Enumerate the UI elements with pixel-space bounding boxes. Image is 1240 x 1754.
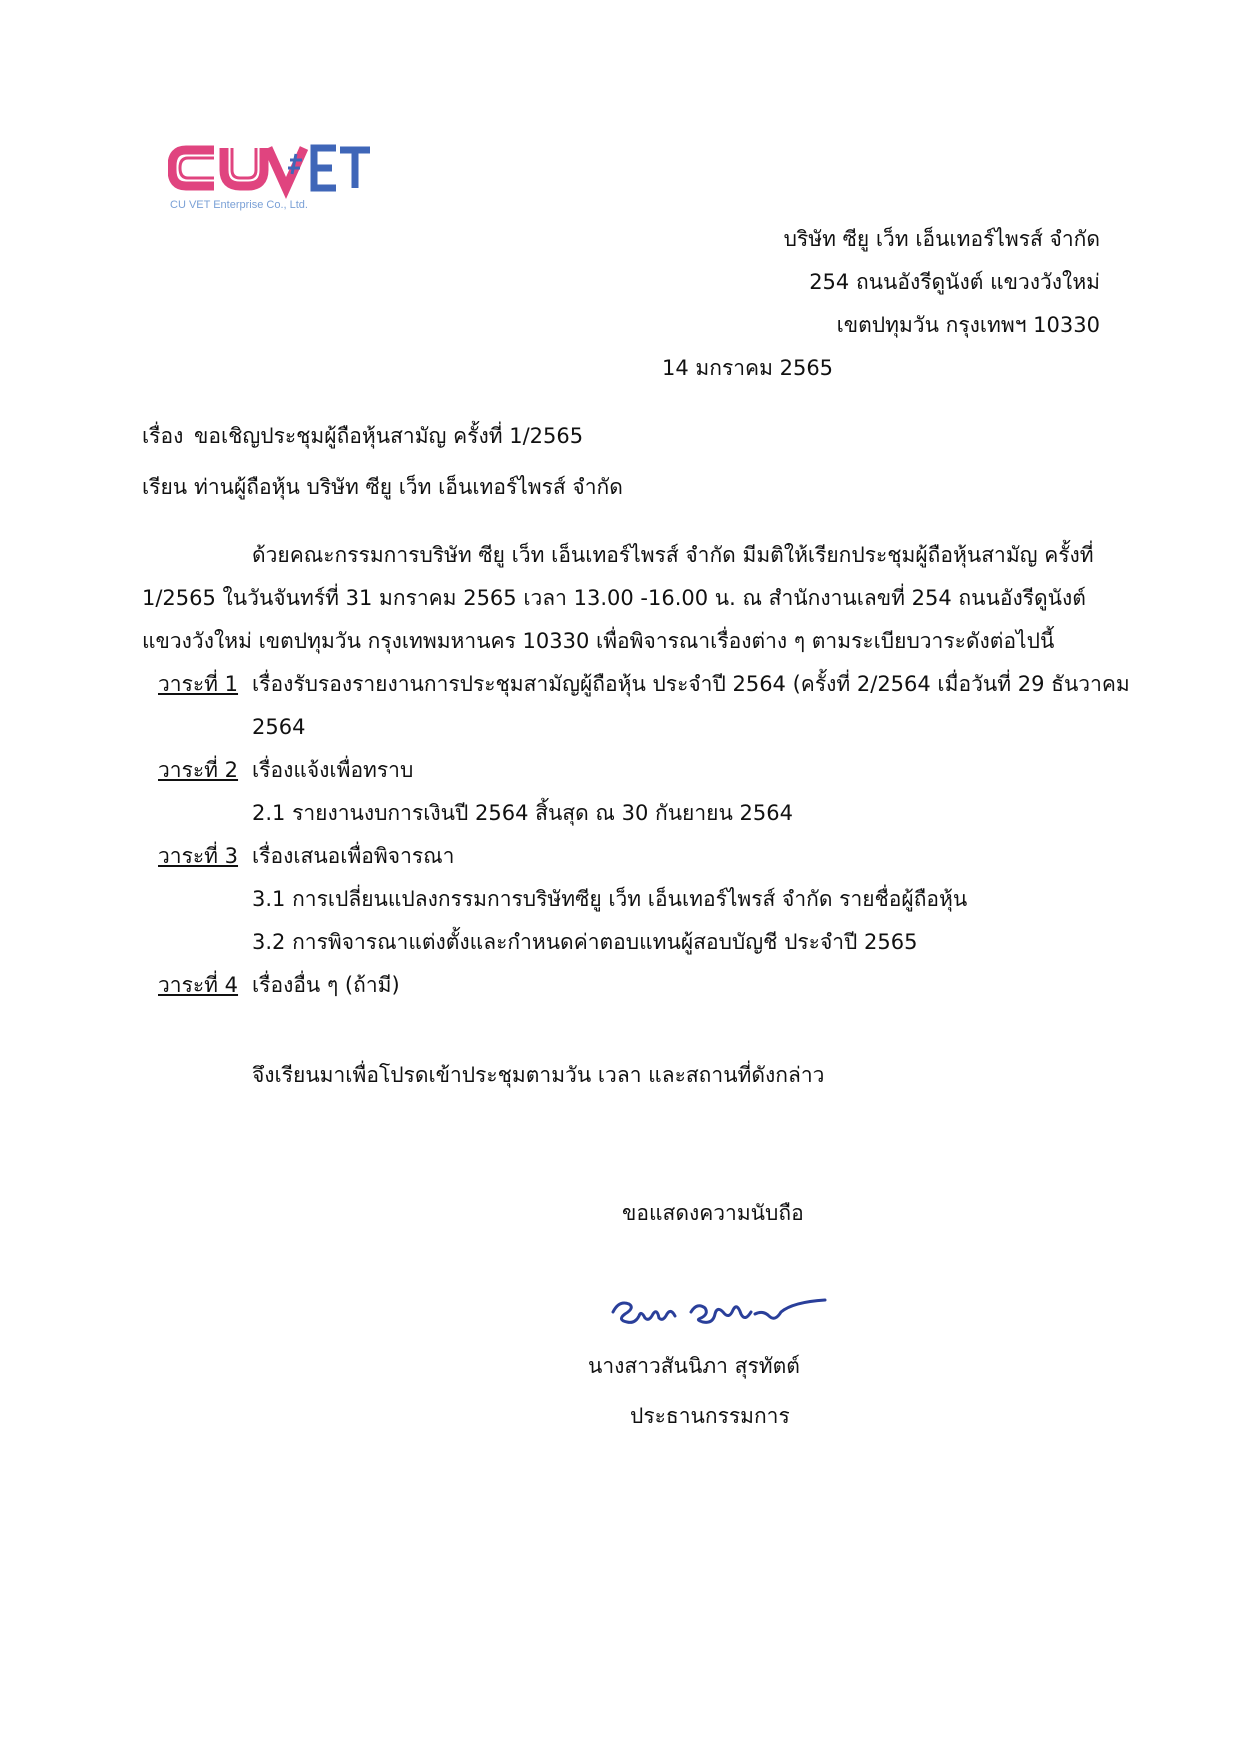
closing-text: จึงเรียนมาเพื่อโปรดเข้าประชุมตามวัน เวลา และสถานที่ดังกล่าว (252, 1063, 825, 1087)
agenda-2-sub: 2.1 รายงานงบการเงินปี 2564 สิ้นสุด ณ 30 กันยายน 2564 (252, 801, 793, 825)
body-line-3: แขวงวังใหม่ เขตปทุมวัน กรุงเทพมหานคร 10330 เพื่อพิจารณาเรื่องต่าง ๆ ตามระเบียบวาระดังต่อไปนี้ (142, 629, 1055, 653)
regards-text: ขอแสดงความนับถือ (622, 1201, 804, 1225)
signer-name: นางสาวสันนิภา สุรทัตต์ (588, 1354, 800, 1378)
signature-image (605, 1282, 835, 1342)
recipient-label: เรียน (142, 475, 188, 499)
subject-text: ขอเชิญประชุมผู้ถือหุ้นสามัญ ครั้งที่ 1/2565 (194, 424, 584, 448)
subject-label: เรื่อง (142, 424, 184, 448)
agenda-2-text: เรื่องแจ้งเพื่อทราบ (252, 758, 414, 782)
letter-date: 14 มกราคม 2565 (662, 356, 834, 380)
company-logo (168, 140, 398, 220)
sender-address-line2: เขตปทุมวัน กรุงเทพฯ 10330 (836, 313, 1100, 337)
agenda-4-label: วาระที่ 4 (158, 973, 239, 997)
body-line-2: 1/2565 ในวันจันทร์ที่ 31 มกราคม 2565 เวลา 13.00 -16.00 น. ณ สำนักงานเลขที่ 254 ถนนอังรีดูนังต์ (142, 586, 1086, 610)
agenda-3-label: วาระที่ 3 (158, 844, 239, 868)
agenda-3-text: เรื่องเสนอเพื่อพิจารณา (252, 844, 455, 868)
agenda-3-sub-1: 3.1 การเปลี่ยนแปลงกรรมการบริษัทซียู เว็ท เอ็นเทอร์ไพรส์ จำกัด รายชื่อผู้ถือหุ้น (252, 887, 968, 911)
logo-subtitle: CU VET Enterprise Co., Ltd. (170, 199, 308, 211)
agenda-1-label: วาระที่ 1 (158, 672, 239, 696)
body-line-1: ด้วยคณะกรรมการบริษัท ซียู เว็ท เอ็นเทอร์ไพรส์ จำกัด มีมติให้เรียกประชุมผู้ถือหุ้นสามัญ ครั้งที่ (252, 543, 1094, 567)
agenda-2-label: วาระที่ 2 (158, 758, 239, 782)
recipient-text: ท่านผู้ถือหุ้น บริษัท ซียู เว็ท เอ็นเทอร์ไพรส์ จำกัด (194, 475, 623, 499)
sender-company: บริษัท ซียู เว็ท เอ็นเทอร์ไพรส์ จำกัด (783, 227, 1100, 251)
agenda-1-text: เรื่องรับรองรายงานการประชุมสามัญผู้ถือหุ้น ประจำปี 2564 (ครั้งที่ 2/2564 เมื่อวันที่ 29 ธันวาคม (252, 672, 1130, 696)
agenda-1-continuation: 2564 (252, 715, 306, 739)
signer-title: ประธานกรรมการ (630, 1404, 790, 1428)
sender-address-line1: 254 ถนนอังรีดูนังต์ แขวงวังใหม่ (809, 270, 1100, 294)
agenda-4-text: เรื่องอื่น ๆ (ถ้ามี) (252, 973, 400, 997)
agenda-3-sub-2: 3.2 การพิจารณาแต่งตั้งและกำหนดค่าตอบแทนผู้สอบบัญชี ประจำปี 2565 (252, 930, 918, 954)
